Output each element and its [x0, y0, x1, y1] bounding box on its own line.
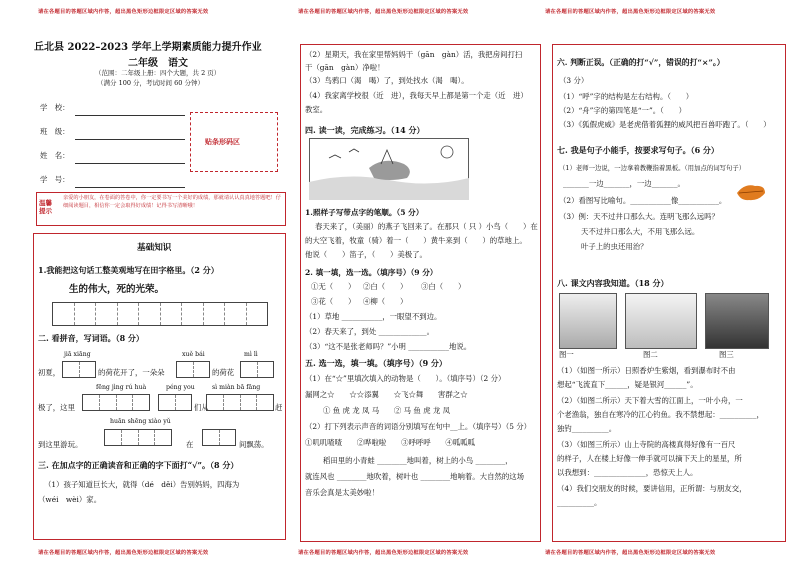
q4-title: 四. 读一读，完成练习。（14 分）	[305, 125, 425, 135]
q8-1b: 想起“飞流直下______，疑是银河______”。	[557, 380, 698, 389]
q4-2-title: 2. 填一填，选一选。（填序号）（9 分）	[305, 268, 438, 277]
q5-1: （1）在“☆”里填次填入的动物是（ ）。（填序号）（2 分）	[305, 374, 506, 383]
answer-box-3[interactable]	[104, 429, 172, 446]
q4-2-opt5: ④柳（ ）	[363, 297, 408, 306]
q5-2-opts: ①叽叽喳喳 ②哗啦啦 ③呼呼呼 ④呱呱呱	[305, 438, 475, 447]
q7-2: （2）看图写比喻句。___________像___________。	[559, 196, 727, 205]
text-row3a: 到这里游玩。	[38, 440, 83, 449]
autumn-leaf-icon	[735, 181, 767, 203]
q4-2-line3: （3）“这不是张老师吗？”小明 ___________地说。	[305, 342, 472, 351]
basic-knowledge-section	[33, 233, 286, 540]
picture-2-label: 图二	[643, 350, 658, 359]
mid-line2: 干（gān gàn）净啦！	[305, 63, 385, 72]
q8-2: （2）（如图二所示）天下着大雪的江面上，一叶小舟，一	[557, 396, 743, 405]
warning-banner-bottom-right: 请在各题目的答题区域内作答，超出黑色矩形边框限定区域的答案无效	[545, 550, 716, 556]
mid-line1: （2）星期天，我在家里帮妈妈干（gān gàn）活，我把房间打扫	[305, 50, 523, 59]
q6-title: 六. 判断正误。（正确的打“√”，错误的打“×”。）	[557, 58, 725, 67]
answer-box-3b[interactable]	[202, 429, 236, 446]
basic-section-title: 基础知识	[137, 243, 172, 253]
pinyin-2a: fēng jìng rú huà	[96, 384, 147, 391]
answer-box-2c[interactable]	[206, 394, 274, 411]
answer-box-1a[interactable]	[62, 361, 96, 378]
text-row3c: 间飘荡。	[239, 440, 269, 449]
q7-1: （1）老师一边说，一边拿着教鞭指着黑板。（用加点的词写句子）	[559, 164, 746, 172]
mid-line4: （4）我家离学校很（近 进），我每天早上都是第一个走（近 进）	[305, 91, 528, 100]
picture-1-waterfall	[559, 293, 617, 349]
q6-3: （3）《狐假虎威》是老虎借着狐狸的威风把百兽吓跑了。（ ）	[559, 120, 771, 129]
q8-title: 八. 课文内容我知道。（18 分）	[557, 278, 669, 288]
q1-title: 1.我能把这句话工整美观地写在田字格里。（2 分）	[38, 265, 219, 275]
q7-3: （3）例：天不过井口那么大。连明飞那么远吗？	[559, 212, 719, 221]
warning-banner-bottom-mid: 请在各题目的答题区域内作答，超出黑色矩形边框限定区域的答案无效	[298, 550, 469, 556]
q4-1-text3: 他说（ ）笛子，（ ）美极了。	[305, 250, 427, 259]
q8-3b: 的样子，人在楼上好像一伸手就可以摘下天上的星星，所	[557, 454, 742, 463]
answer-box-2a[interactable]	[82, 394, 150, 411]
pinyin-1c: mì lì	[244, 351, 258, 358]
class-input[interactable]	[75, 139, 185, 140]
right-column	[552, 44, 786, 542]
picture-1-label: 图一	[559, 350, 574, 359]
q6-score: （3 分）	[559, 76, 589, 85]
id-input[interactable]	[75, 187, 185, 188]
scene-illustration	[309, 138, 469, 200]
q4-1-text2: 的大空飞着，牧童（骑）着一（ ）黄牛来到（ ）的草地上。	[305, 236, 527, 245]
q5-2-text2: 就连风也 ________地吹着，树叶也 ________地响着。大自然的这场	[305, 472, 525, 481]
pinyin-3: huān shēng xiào yǔ	[110, 418, 171, 425]
q3-title: 三. 在加点字的正确读音和正确的字下面打“√”。（8 分）	[38, 460, 239, 470]
q4-1-title: 1.照样子写带点字的笔顺。（5 分）	[305, 208, 424, 217]
reminder-text: 亲爱的小朋友，在卷面的答卷中，你一定要书写一个美好的成绩，那就请认认真真地答题吧！仔细阅读题目，相信你一定会取得好成绩！记得书写清晰哦！	[63, 195, 281, 209]
q6-2: （2）“舟”字的第四笔是“一”。（ ）	[559, 106, 686, 115]
answer-box-2b[interactable]	[158, 394, 192, 411]
name-input[interactable]	[75, 163, 185, 164]
school-input[interactable]	[75, 115, 185, 116]
range-note: （范围：二年级上册：四个大题，共 2 页）	[95, 69, 221, 77]
warning-banner-top-right: 请在各题目的答题区域内作答，超出黑色矩形边框限定区域的答案无效	[545, 9, 716, 15]
q5-2-text1: 稻田里的小青蛙 ________地叫着，树上的小鸟 ________，	[323, 456, 513, 465]
q7-title: 七. 我是句子小能手，按要求写句子。（6 分）	[557, 145, 719, 155]
q4-2-line1: （1）草地 ___________，一眼望不到边。	[305, 312, 442, 321]
q8-3: （3）（如图三所示）山上寺院的高楼真得好像有一百尺	[557, 440, 736, 449]
page-subtitle: 二年级 语文	[128, 58, 188, 69]
pinyin-2b: péng you	[166, 384, 195, 391]
page-title: 丘北县 2022–2023 学年上学期素质能力提升作业	[34, 42, 262, 53]
q4-2-opt1: ①无（ ）	[311, 282, 356, 291]
q4-2-opt3: ③白（ ）	[421, 282, 466, 291]
q8-4: （4）我们交朋友的时候，要讲信用，正所谓：与朋友交，	[557, 484, 747, 493]
pinyin-2c: sì miàn bā fāng	[212, 384, 261, 391]
text-row1a: 初夏，	[38, 368, 61, 377]
mid-line3: （3）鸟鸦口（渴 喝）了，到处找水（渴 喝）。	[305, 76, 469, 85]
mid-line5: 教室。	[305, 105, 328, 114]
q2-title: 二. 看拼音，写词语。（8 分）	[38, 333, 144, 343]
text-row1c: 的荷花	[212, 368, 235, 377]
name-label: 姓 名：	[40, 151, 70, 160]
text-row3b: 在	[186, 440, 194, 449]
picture-2-river-snow	[625, 293, 697, 349]
text-row2b: 们从	[194, 403, 209, 412]
q8-1: （1）（如图一所示）日照香炉生紫烟，看到瀑布时不由	[557, 366, 736, 375]
reminder-box	[36, 192, 286, 226]
barcode-label: 贴条形码区	[205, 137, 240, 146]
text-row2c: 赶	[275, 403, 283, 412]
answer-box-1b[interactable]	[176, 361, 210, 378]
q1-sentence: 生的伟大，死的光荣。	[69, 284, 165, 295]
q3-line2: （wéi wèi）家。	[38, 495, 102, 504]
warning-banner-bottom-left: 请在各题目的答题区域内作答，超出黑色矩形边框限定区域的答案无效	[38, 550, 209, 556]
q5-1-choices: ① 鱼 虎 龙 凤 马 ② 马 鱼 虎 龙 凤	[323, 406, 450, 415]
pinyin-1b: xuě bái	[182, 351, 205, 358]
q3-line1: （1）孩子知道巨长大，就得（dé děi）告别妈妈，四海为	[44, 480, 240, 489]
q4-1-text1: 春天来了，（美丽）的燕子飞回来了。在那只（ 只 ）小鸟（ ）在	[315, 222, 538, 231]
q7-3-text: 天不过井口那么大，不用飞那么远。	[581, 227, 700, 236]
q7-1-text: _______一边_______，一边_______。	[563, 179, 685, 188]
warning-banner-top-mid: 请在各题目的答题区域内作答，超出黑色矩形边框限定区域的答案无效	[298, 9, 469, 15]
barcode-area	[190, 112, 278, 172]
class-label: 班 级：	[40, 127, 70, 136]
q4-2-opt2: ②白（ ）	[363, 282, 408, 291]
q7-3-question: 叶子上的虫还用治？	[581, 242, 648, 251]
text-row1b: 的荷花开了，一朵朵	[98, 368, 165, 377]
q5-title: 五. 选一选，填一填。（填序号）（9 分）	[305, 358, 447, 368]
pinyin-1a: jiā xiāng	[64, 351, 91, 358]
answer-box-1c[interactable]	[240, 361, 274, 378]
q8-4b: __________。	[557, 498, 602, 507]
q6-1: （1）“呼”字的结构是左右结构。（ ）	[559, 92, 694, 101]
q8-2b: 个老渔翁，独自在寒冷的江心钓鱼。我不禁想起：__________，	[557, 410, 764, 419]
reminder-label: 温馨提示	[39, 199, 52, 216]
warning-banner-top-left: 请在各题目的答题区域内作答，超出黑色矩形边框限定区域的答案无效	[38, 9, 209, 15]
q8-3c: 以我想到：______________，恐惊天上人。	[557, 468, 698, 477]
q4-2-line2: （2）春天来了，到处 _____________。	[305, 327, 434, 336]
q8-2c: 独钓__________。	[557, 424, 617, 433]
picture-3-night-temple	[705, 293, 769, 349]
text-row2a: 极了，这里	[38, 403, 75, 412]
q5-1-opts: 漏网之☆ ☆☆添翼 ☆飞☆舞 害群之☆	[305, 390, 468, 399]
q5-2: （2）打下列表示声音的词语分别填写在句中__上。（填序号）（5 分）	[305, 422, 532, 431]
score-time-note: （满分 100 分，考试时间 60 分钟）	[97, 79, 204, 87]
id-label: 学 号：	[40, 175, 70, 184]
school-label: 学 校：	[40, 103, 70, 112]
picture-3-label: 图三	[719, 350, 734, 359]
tianzige-grid[interactable]	[52, 302, 268, 326]
q5-2-text3: 音乐会真是太美妙啦！	[305, 488, 379, 497]
q4-2-opt4: ③花（ ）	[311, 297, 356, 306]
middle-column	[300, 44, 541, 542]
